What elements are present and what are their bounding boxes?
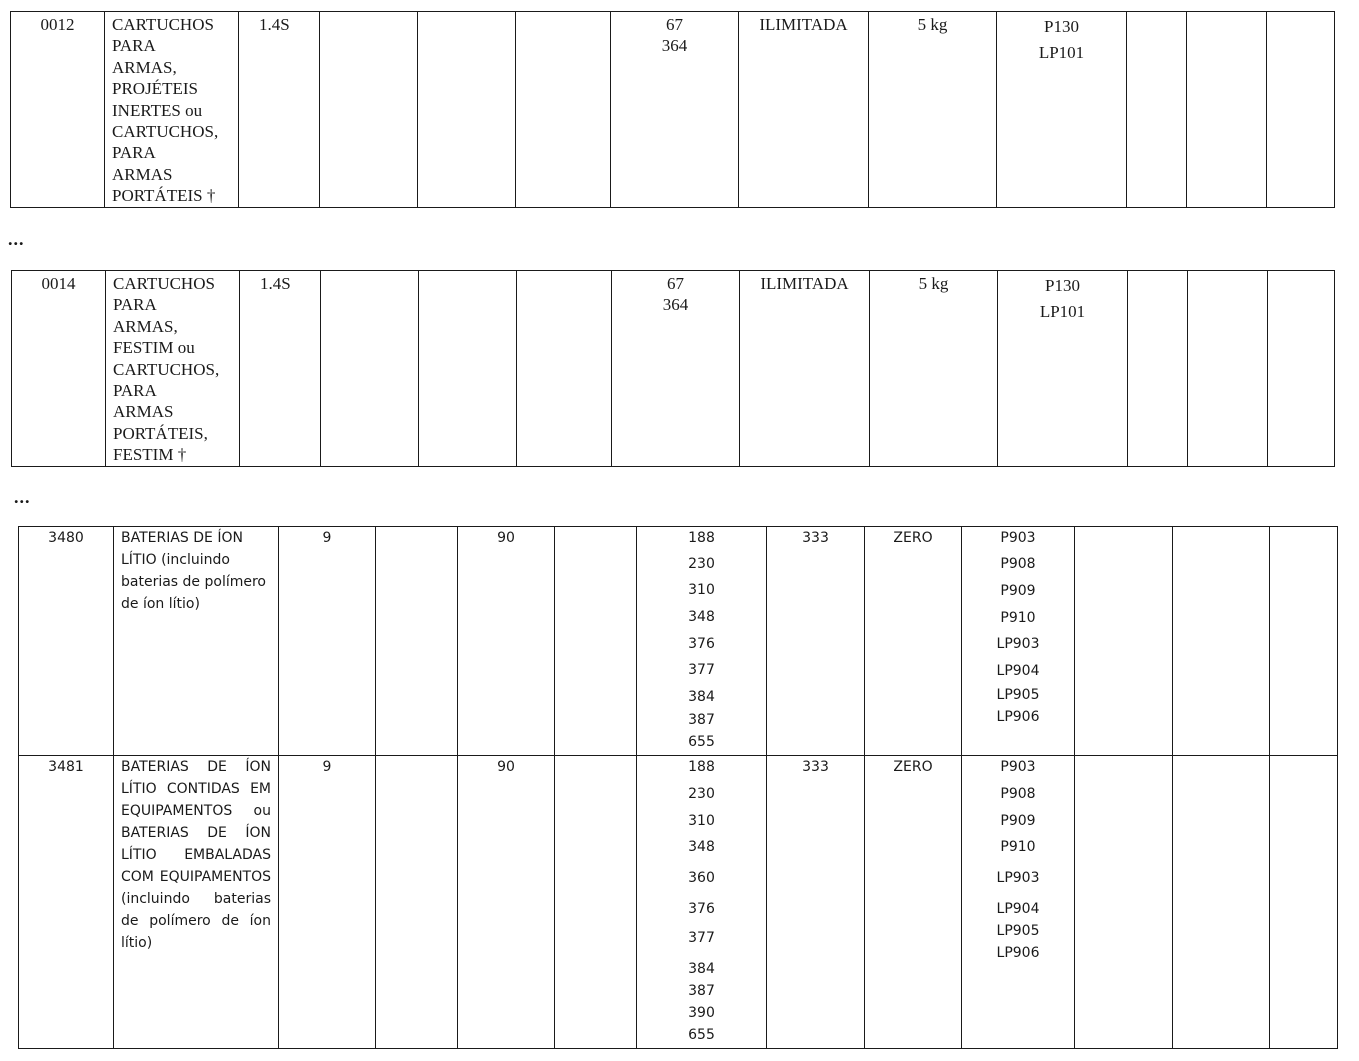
packing-cell bbox=[962, 527, 1075, 756]
excepted-quantity-cell: 5 kg bbox=[870, 271, 998, 467]
empty-cell bbox=[1173, 756, 1270, 1049]
packing-cell bbox=[997, 12, 1127, 208]
packing-code: P903 bbox=[1000, 759, 1036, 775]
empty-cell bbox=[1128, 271, 1188, 467]
special-provision: 384 bbox=[688, 689, 715, 705]
special-provision: 348 bbox=[688, 609, 715, 625]
special-provision: 376 bbox=[688, 901, 715, 917]
table-un-0012 bbox=[10, 11, 1335, 208]
table-un-3480-3481 bbox=[18, 526, 1338, 1049]
packing-code: P130 bbox=[1045, 276, 1080, 295]
name-line: PARA bbox=[113, 381, 157, 401]
risk-number-cell: 90 bbox=[458, 527, 555, 756]
empty-cell bbox=[1075, 527, 1173, 756]
ellipsis: ... bbox=[14, 487, 31, 507]
packing-code: LP906 bbox=[996, 709, 1040, 725]
empty-cell bbox=[517, 271, 612, 467]
table-row bbox=[12, 271, 1335, 467]
empty-cell bbox=[321, 271, 419, 467]
name-cell: BATERIAS DE ÍON LÍTIO CONTIDAS EM EQUIPAMENTOS ou BATERIAS DE ÍON LÍTIO EMBALADAS COM EQUIPAMENTOS (incluindo baterias de polímero de íon lítio) bbox=[114, 756, 279, 1049]
special-provision: 310 bbox=[688, 582, 715, 598]
limited-quantity-cell: 333 bbox=[767, 756, 865, 1049]
packing-code: P909 bbox=[1000, 583, 1036, 599]
special-provision: 377 bbox=[688, 930, 715, 946]
special-provision: 348 bbox=[688, 839, 715, 855]
special-provision: 188 bbox=[688, 530, 715, 546]
name-line: ARMAS, bbox=[112, 57, 177, 77]
empty-cell bbox=[1268, 271, 1335, 467]
special-provision: 387 bbox=[688, 983, 715, 999]
packing-code: P130 bbox=[1044, 17, 1079, 36]
empty-cell bbox=[1075, 756, 1173, 1049]
name-cell bbox=[105, 12, 239, 208]
special-provision: 390 bbox=[688, 1005, 715, 1021]
special-provision: 364 bbox=[662, 295, 689, 315]
name-line: ARMAS bbox=[112, 164, 173, 184]
risk-number-cell: 90 bbox=[458, 756, 555, 1049]
packing-code: LP101 bbox=[1039, 302, 1086, 321]
packing-code: LP903 bbox=[996, 870, 1040, 886]
table-row bbox=[11, 12, 1335, 208]
name-line: PARA bbox=[112, 36, 156, 56]
special-provision: 387 bbox=[688, 712, 715, 728]
special-provision: 376 bbox=[688, 636, 715, 652]
empty-cell bbox=[1267, 12, 1335, 208]
special-provision: 655 bbox=[688, 1027, 715, 1043]
empty-cell bbox=[376, 756, 458, 1049]
un-number-cell: 3480 bbox=[19, 527, 114, 756]
name-line: PROJÉTEIS bbox=[112, 79, 198, 99]
class-cell: 1.4S bbox=[239, 12, 320, 208]
empty-cell bbox=[1270, 756, 1338, 1049]
table-row bbox=[19, 756, 1338, 1049]
packing-code: P903 bbox=[1000, 530, 1036, 546]
packing-code: LP905 bbox=[996, 923, 1040, 939]
special-provisions-cell bbox=[637, 527, 767, 756]
special-provision: 67 bbox=[667, 274, 684, 293]
special-provision: 230 bbox=[688, 556, 715, 572]
special-provision: 364 bbox=[661, 36, 688, 56]
special-provision: 384 bbox=[688, 961, 715, 977]
special-provisions-cell bbox=[637, 756, 767, 1049]
name-line: CARTUCHOS, bbox=[112, 122, 219, 142]
special-provision: 230 bbox=[688, 786, 715, 802]
limited-quantity-cell: ILIMITADA bbox=[739, 12, 869, 208]
excepted-quantity-cell: 5 kg bbox=[869, 12, 997, 208]
special-provision: 377 bbox=[688, 662, 715, 678]
special-provisions-cell bbox=[611, 12, 739, 208]
packing-code: P910 bbox=[1000, 839, 1036, 855]
special-provision: 360 bbox=[688, 870, 715, 886]
packing-code: LP906 bbox=[996, 945, 1040, 961]
special-provision: 310 bbox=[688, 813, 715, 829]
empty-cell bbox=[320, 12, 418, 208]
packing-code: LP905 bbox=[996, 687, 1040, 703]
un-number-cell: 3481 bbox=[19, 756, 114, 1049]
excepted-quantity-cell: ZERO bbox=[865, 527, 962, 756]
packing-code: LP903 bbox=[996, 636, 1040, 652]
name-line: FESTIM ou bbox=[113, 338, 195, 358]
table-row bbox=[19, 527, 1338, 756]
packing-code: LP904 bbox=[996, 901, 1040, 917]
name-line: PORTÁTEIS † bbox=[112, 186, 216, 206]
un-number-cell: 0012 bbox=[11, 12, 105, 208]
empty-cell bbox=[516, 12, 611, 208]
empty-cell bbox=[555, 527, 637, 756]
name-cell: BATERIAS DE ÍON LÍTIO (incluindo baterias de polímero de íon lítio) bbox=[114, 527, 279, 756]
empty-cell bbox=[376, 527, 458, 756]
limited-quantity-cell: ILIMITADA bbox=[740, 271, 870, 467]
packing-code: LP904 bbox=[996, 663, 1040, 679]
name-line: INERTES ou bbox=[112, 100, 203, 120]
special-provision: 188 bbox=[688, 759, 715, 775]
packing-code: LP101 bbox=[1038, 43, 1085, 62]
name-line: PARA bbox=[113, 295, 157, 315]
class-cell: 9 bbox=[279, 527, 376, 756]
packing-code: P909 bbox=[1000, 813, 1036, 829]
empty-cell bbox=[1187, 12, 1267, 208]
packing-code: P910 bbox=[1000, 610, 1036, 626]
empty-cell bbox=[1270, 527, 1338, 756]
limited-quantity-cell: 333 bbox=[767, 527, 865, 756]
empty-cell bbox=[555, 756, 637, 1049]
empty-cell bbox=[1173, 527, 1270, 756]
packing-cell bbox=[998, 271, 1128, 467]
packing-cell bbox=[962, 756, 1075, 1049]
name-cell bbox=[106, 271, 240, 467]
empty-cell bbox=[418, 12, 516, 208]
name-line: CARTUCHOS bbox=[112, 15, 214, 34]
ellipsis: ... bbox=[8, 229, 25, 249]
excepted-quantity-cell: ZERO bbox=[865, 756, 962, 1049]
special-provision: 67 bbox=[666, 15, 683, 34]
name-line: PORTÁTEIS, bbox=[113, 423, 208, 443]
name-line: ARMAS, bbox=[113, 316, 178, 336]
special-provisions-cell bbox=[612, 271, 740, 467]
un-number-cell: 0014 bbox=[12, 271, 106, 467]
class-cell: 9 bbox=[279, 756, 376, 1049]
special-provision: 655 bbox=[688, 734, 715, 750]
empty-cell bbox=[419, 271, 517, 467]
name-line: FESTIM † bbox=[113, 445, 187, 465]
name-line: ARMAS bbox=[113, 402, 174, 422]
packing-code: P908 bbox=[1000, 556, 1036, 572]
class-cell: 1.4S bbox=[240, 271, 321, 467]
name-line: CARTUCHOS bbox=[113, 274, 215, 293]
name-line: PARA bbox=[112, 143, 156, 163]
packing-code: P908 bbox=[1000, 786, 1036, 802]
table-un-0014 bbox=[11, 270, 1335, 467]
empty-cell bbox=[1188, 271, 1268, 467]
name-line: CARTUCHOS, bbox=[113, 359, 220, 379]
empty-cell bbox=[1127, 12, 1187, 208]
